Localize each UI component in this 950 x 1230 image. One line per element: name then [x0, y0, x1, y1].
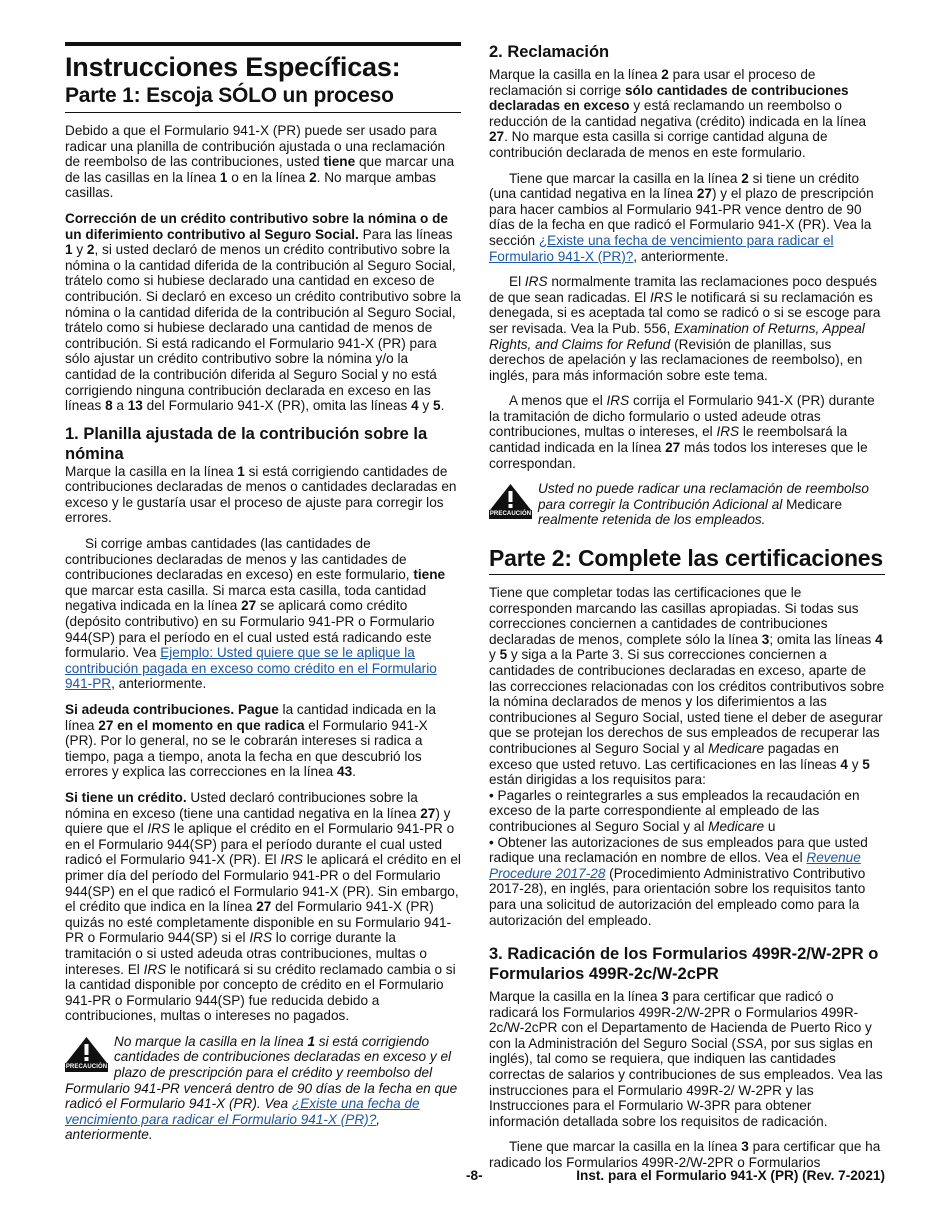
section2-paragraph-3: El IRS normalmente tramita las reclamaciones poco después de que sean radicadas. El IRS le notificará si su reclamación es denegada, si es aceptada tal como se radicó o si se escoge para ser revisada. Vea la Pub. 556, Examination of Returns, Appeal Rights, and Claims for Refund (Revisión de planillas, sus derechos de apelación y las reclamaciones de reembolso), en inglés, para más información sobre este tema. — [489, 274, 881, 383]
caution-note-left: PRECAUCIÓN No marque la casilla en la línea 1 si está corrigiendo cantidades de contribuciones declaradas en exceso y el plazo de prescripción para el crédito y reembolso del Formulario 941-PR vencerá dentro de 90 días de la fecha en que radicó el Formulario 941-X (PR). Vea ¿Existe una fecha de vencimiento para radicar el Formulario 941-X (PR)?, anteriormente. — [65, 1033, 458, 1143]
correction-paragraph: Corrección de un crédito contributivo sobre la nómina o de un diferimiento contributivo al Seguro Social. Para las líneas 1 y 2, si usted declaró de menos un crédito contributivo sobre la nómina o la cantidad diferida de la contribución al Seguro Social, trátelo como si hubiese declarado una cantidad en exceso de contribución. Si declaró en exceso un crédito contributivo sobre la nómina o la cantidad diferida de la contribución al Seguro Social, trátelo como si hubiese declarado una cantidad de menos de contribución. Si está radicando el Formulario 941-X (PR) para sólo ajustar un crédito contributivo sobre la nómina y/o la cantidad de la contribución diferida al Seguro Social y no está corrigiendo ninguna contribución declarada en exceso en las líneas 8 a 13 del Formulario 941-X (PR), omita las líneas 4 y 5. — [65, 210, 461, 414]
due-date-link-right[interactable]: ¿Existe una fecha de vencimiento para radicar el Formulario 941-X (PR)? — [489, 232, 834, 264]
part1-heading: Parte 1: Escoja SÓLO un proceso — [65, 82, 461, 113]
right-column — [489, 42, 885, 1171]
section2-paragraph-4: A menos que el IRS corrija el Formulario 941-X (PR) durante la tramitación de dicho formulario o usted adeude otras contribuciones, multas o intereses, el IRS le reembolsará la cantidad indicada en la línea 27 más todos los intereses que le correspondan. — [489, 393, 875, 471]
section3-paragraph-2: Tiene que marcar la casilla en la línea 3 para certificar que ha radicado los Formularios 499R-2/W-2PR o Formularios — [489, 1139, 881, 1171]
left-column — [65, 42, 461, 1143]
credit-paragraph: Si tiene un crédito. Usted declaró contribuciones sobre la nómina en exceso (tiene una cantidad negativa en la línea 27) y quiere que el IRS le aplique el crédito en el Formulario 941-PR o en el Formulario 944(SP) para el período durante el cual usted radicó el Formulario 941-X (PR). El IRS le aplicará el crédito en el primer día del período del Formulario 941-PR o del Formulario 944(SP) en el que radicó el Formulario 941-X (PR). Sin embargo, el crédito que indica en la línea 27 del Formulario 941-X (PR) quizás no esté completamente disponible en su Formulario 941-PR o Formulario 944(SP) si el IRS lo corrige durante la tramitación o si usted adeuda otras contribuciones, multas o intereses. El IRS le notificará si su crédito reclamado cambia o si la cantidad disponible por concepto de crédito en el Formulario 941-PR o Formulario 944(SP) fue reducida debido a contribuciones, multas o intereses no pagados. — [65, 789, 461, 1024]
section3-paragraph-1: Marque la casilla en la línea 3 para certificar que radicó o radicará los Formularios 499R-2/W-2PR o Formularios 499R-2c/W-2cPR con el Departamento de Hacienda de Puerto Rico y con la Administración del Seguro Social (SSA, por sus siglas en inglés), tal como se requiera, que indiquen las cantidades correctas de salarios y contribuciones de sus empleados. Vea las instrucciones para el Formulario 499R-2/ W-2PR y las Instrucciones para el Formulario W-3PR para obtener información detallada sobre los requisitos de radicación. — [489, 989, 883, 1129]
caution-icon — [489, 483, 532, 519]
section1-paragraph-1: Marque la casilla en la línea 1 si está corrigiendo cantidades de contribuciones declaradas de menos o cantidades declaradas en exceso y le gustaría usar el proceso de ajuste para corregir los errores. — [65, 463, 457, 526]
due-date-link-left[interactable]: ¿Existe una fecha de vencimiento para radicar el Formulario 941-X (PR)? — [65, 1096, 420, 1127]
footer-title: Inst. para el Formulario 941-X (PR) (Rev. 7-2021) — [576, 1168, 885, 1183]
page-footer — [0, 1168, 950, 1186]
part2-paragraph: Tiene que completar todas las certificaciones que le corresponden marcando las casillas apropiadas. Si todas sus correcciones conciernen a cantidades de contribuciones declaradas de menos, complete sólo la línea 3; omita las líneas 4 y 5 y siga a la Parte 3. Si sus correcciones conciernen a cantidades de contribuciones declaradas en exceso, aparte de las correcciones relacionadas con los créditos contributivos sobre la nómina declarados de menos y los diferimientos a las contribuciones al Seguro Social, usted tiene el deber de asegurar que se protejan los derechos de sus empleados de recuperar las contribuciones al Seguro Social y al Medicare pagadas en exceso que usted retuvo. Las certificaciones en las líneas 4 y 5 están dirigidas a los requisitos para: — [489, 585, 885, 788]
section2-paragraph-2: Tiene que marcar la casilla en la línea 2 si tiene un crédito (una cantidad negativa en la línea 27) y el plazo de prescripción para hacer cambios al Formulario 941-PR vence dentro de 90 días de la fecha en que radicó el Formulario 941-X (PR). Vea la sección ¿Existe una fecha de vencimiento para radicar el Formulario 941-X (PR)?, anteriormente. — [489, 170, 874, 264]
section3-heading: 3. Radicación de los Formularios 499R-2/W-2PR o Formularios 499R-2c/W-2cPR — [489, 945, 879, 984]
top-rule — [65, 42, 461, 46]
example-link[interactable]: Ejemplo: Usted quiere que se le aplique la contribución pagada en exceso como crédito en el Formulario 941-PR — [65, 645, 437, 692]
owe-paragraph: Si adeuda contribuciones. Pague la cantidad indicada en la línea 27 en el momento en que radica el Formulario 941-X (PR). Por lo general, no se le cobrarán intereses si radica a tiempo, paga a tiempo, anota la fecha en que descubrió los errores y explica las correcciones en la línea 43. — [65, 702, 436, 780]
revenue-procedure-link[interactable]: Revenue Procedure 2017-28 — [489, 850, 861, 881]
intro-paragraph: Debido a que el Formulario 941-X (PR) puede ser usado para radicar una planilla de contribución ajustada o una reclamación de reembolso de las contribuciones, usted tiene que marcar una de las casillas en la línea 1 o en la línea 2. No marque ambas casillas. — [65, 123, 455, 201]
section2-paragraph-1: Marque la casilla en la línea 2 para usar el proceso de reclamación si corrige sólo cantidades de contribuciones declaradas en exceso y está reclamando un reembolso o reducción de la cantidad negativa (crédito) indicada en la línea 27. No marque esta casilla si corrige cantidad alguna de contribución declarada de menos en este formulario. — [489, 67, 867, 160]
caution-label: PRECAUCIÓN — [489, 511, 532, 518]
caution-note-right: PRECAUCIÓN Usted no puede radicar una reclamación de reembolso para corregir la Contribución Adicional al Medicare realmente retenida de los empleados. — [489, 481, 869, 528]
bullet-item-2: • Obtener las autorizaciones de sus empleados para que usted radique una reclamación en nombre de ellos. Vea el Revenue Procedure 2017-28 (Procedimiento Administrativo Contributivo 2017-28), en inglés, para orientación sobre los requisitos tanto para una solicitud de autorización del empleado como para la autorización del empleado. — [489, 834, 868, 928]
bullet-item-1: • Pagarles o reintegrarles a sus empleados la recaudación en exceso de la parte correspondiente al empleado de las contribuciones al Seguro Social y al Medicare u — [489, 787, 860, 834]
section2-heading: 2. Reclamación — [489, 43, 610, 61]
caution-icon — [65, 1036, 108, 1072]
section1-heading: 1. Planilla ajustada de la contribución sobre la nómina — [65, 424, 428, 463]
page-title: Instrucciones Específicas: — [65, 52, 401, 82]
part2-heading: Parte 2: Complete las certificaciones — [489, 544, 885, 575]
section1-paragraph-2: Si corrige ambas cantidades (las cantidades de contribuciones declaradas de menos y las cantidades de contribuciones declaradas en exceso) en este formulario, tiene que marcar esta casilla. Si marca esta casilla, toda cantidad negativa indicada en la línea 27 se aplicará como crédito (depósito contributivo) en su Formulario 941-PR o Formulario 944(SP) para el período en el cual usted está radicando este formulario. Vea Ejemplo: Usted quiere que se le aplique la contribución pagada en exceso como crédito en el Formulario 941-PR, anteriormente. — [65, 536, 446, 692]
page-number: -8- — [466, 1168, 483, 1183]
caution-label: PRECAUCIÓN — [65, 1063, 108, 1070]
